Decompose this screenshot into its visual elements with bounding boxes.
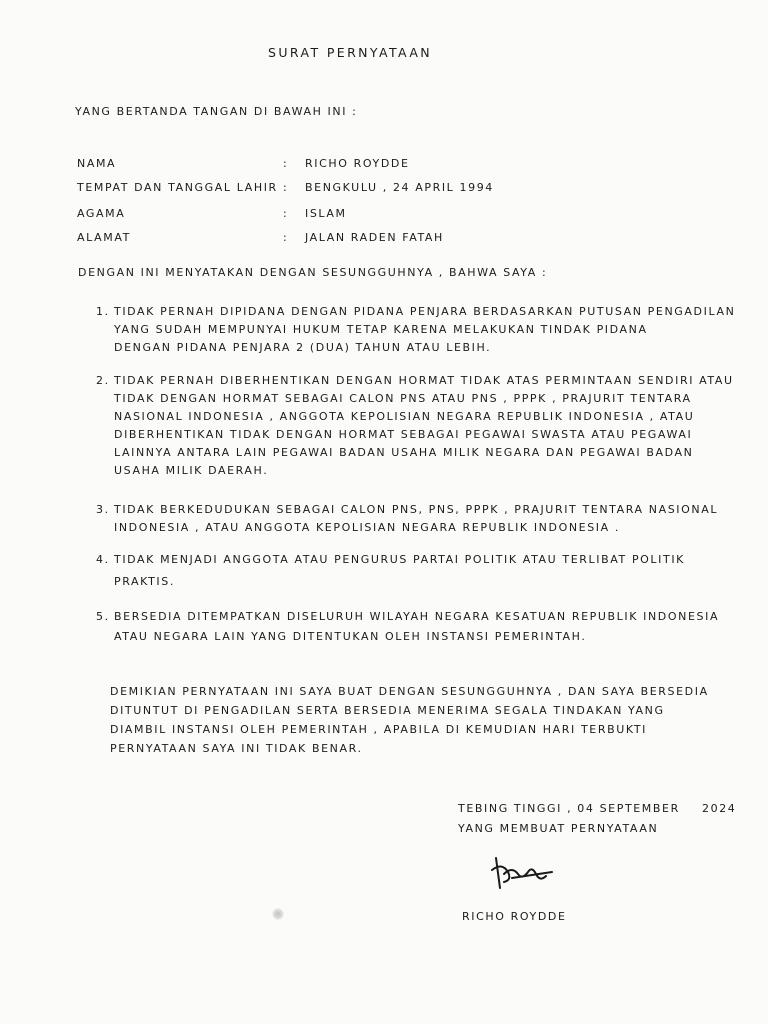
item-number: 5.	[96, 610, 110, 623]
identity-label: NAMA	[77, 157, 117, 170]
item-line: ATAU NEGARA LAIN YANG DITENTUKAN OLEH INSTANSI PEMERINTAH.	[114, 630, 587, 643]
signature-maker-label: YANG MEMBUAT PERNYATAAN	[458, 822, 659, 835]
item-line: TIDAK PERNAH DIPIDANA DENGAN PIDANA PENJARA BERDASARKAN PUTUSAN PENGADILAN	[114, 305, 736, 318]
statement-intro: DENGAN INI MENYATAKAN DENGAN SESUNGGUHNYA , BAHWA SAYA :	[78, 266, 548, 279]
identity-label: AGAMA	[77, 207, 126, 220]
identity-separator: :	[283, 181, 289, 194]
identity-row-name	[77, 157, 717, 175]
document-title: SURAT PERNYATAAN	[268, 45, 433, 60]
item-line: LAINNYA ANTARA LAIN PEGAWAI BADAN USAHA MILIK NEGARA DAN PEGAWAI BADAN	[114, 446, 694, 459]
signature-year: 2024	[702, 802, 737, 815]
item-number: 2.	[96, 374, 110, 387]
intro-line: YANG BERTANDA TANGAN DI BAWAH INI :	[75, 105, 358, 118]
item-line: NASIONAL INDONESIA , ANGGOTA KEPOLISIAN NEGARA REPUBLIK INDONESIA , ATAU	[114, 410, 695, 423]
identity-value: JALAN RADEN FATAH	[305, 231, 444, 244]
item-line: BERSEDIA DITEMPATKAN DISELURUH WILAYAH NEGARA KESATUAN REPUBLIK INDONESIA	[114, 610, 720, 623]
closing-line: DITUNTUT DI PENGADILAN SERTA BERSEDIA MENERIMA SEGALA TINDAKAN YANG	[110, 704, 665, 717]
handwritten-signature	[482, 852, 562, 892]
paper-smudge	[272, 908, 284, 920]
signature-block	[458, 800, 748, 940]
closing-line: DEMIKIAN PERNYATAAN INI SAYA BUAT DENGAN SESUNGGUHNYA , DAN SAYA BERSEDIA	[110, 685, 709, 698]
item-line: TIDAK PERNAH DIBERHENTIKAN DENGAN HORMAT TIDAK ATAS PERMINTAAN SENDIRI ATAU	[114, 374, 734, 387]
identity-value: ISLAM	[305, 207, 347, 220]
item-line: TIDAK BERKEDUDUKAN SEBAGAI CALON PNS, PNS, PPPK , PRAJURIT TENTARA NASIONAL	[114, 503, 719, 516]
identity-separator: :	[283, 157, 289, 170]
closing-line: PERNYATAAN SAYA INI TIDAK BENAR.	[110, 742, 363, 755]
identity-separator: :	[283, 231, 289, 244]
identity-value: BENGKULU , 24 APRIL 1994	[305, 181, 494, 194]
item-number: 3.	[96, 503, 110, 516]
identity-row-religion	[77, 207, 717, 225]
identity-value: RICHO ROYDDE	[305, 157, 410, 170]
item-line: INDONESIA , ATAU ANGGOTA KEPOLISIAN NEGARA REPUBLIK INDONESIA .	[114, 521, 620, 534]
closing-line: DIAMBIL INSTANSI OLEH PEMERINTAH , APABILA DI KEMUDIAN HARI TERBUKTI	[110, 723, 648, 736]
item-line: TIDAK MENJADI ANGGOTA ATAU PENGURUS PARTAI POLITIK ATAU TERLIBAT POLITIK	[114, 553, 685, 566]
item-line: USAHA MILIK DAERAH.	[114, 464, 269, 477]
item-number: 1.	[96, 305, 110, 318]
identity-label: TEMPAT DAN TANGGAL LAHIR	[77, 181, 278, 194]
item-line: DENGAN PIDANA PENJARA 2 (DUA) TAHUN ATAU LEBIH.	[114, 341, 492, 354]
identity-row-birth	[77, 181, 717, 199]
item-line: DIBERHENTIKAN TIDAK DENGAN HORMAT SEBAGAI PEGAWAI SWASTA ATAU PEGAWAI	[114, 428, 693, 441]
signature-name: RICHO ROYDDE	[462, 910, 567, 923]
identity-label: ALAMAT	[77, 231, 131, 244]
item-line: PRAKTIS.	[114, 575, 175, 588]
item-number: 4.	[96, 553, 110, 566]
identity-separator: :	[283, 207, 289, 220]
item-line: TIDAK DENGAN HORMAT SEBAGAI CALON PNS ATAU PNS , PPPK , PRAJURIT TENTARA	[114, 392, 692, 405]
signature-place-date: TEBING TINGGI , 04 SEPTEMBER	[458, 802, 680, 815]
identity-row-address	[77, 231, 717, 249]
item-line: YANG SUDAH MEMPUNYAI HUKUM TETAP KARENA MELAKUKAN TINDAK PIDANA	[114, 323, 648, 336]
